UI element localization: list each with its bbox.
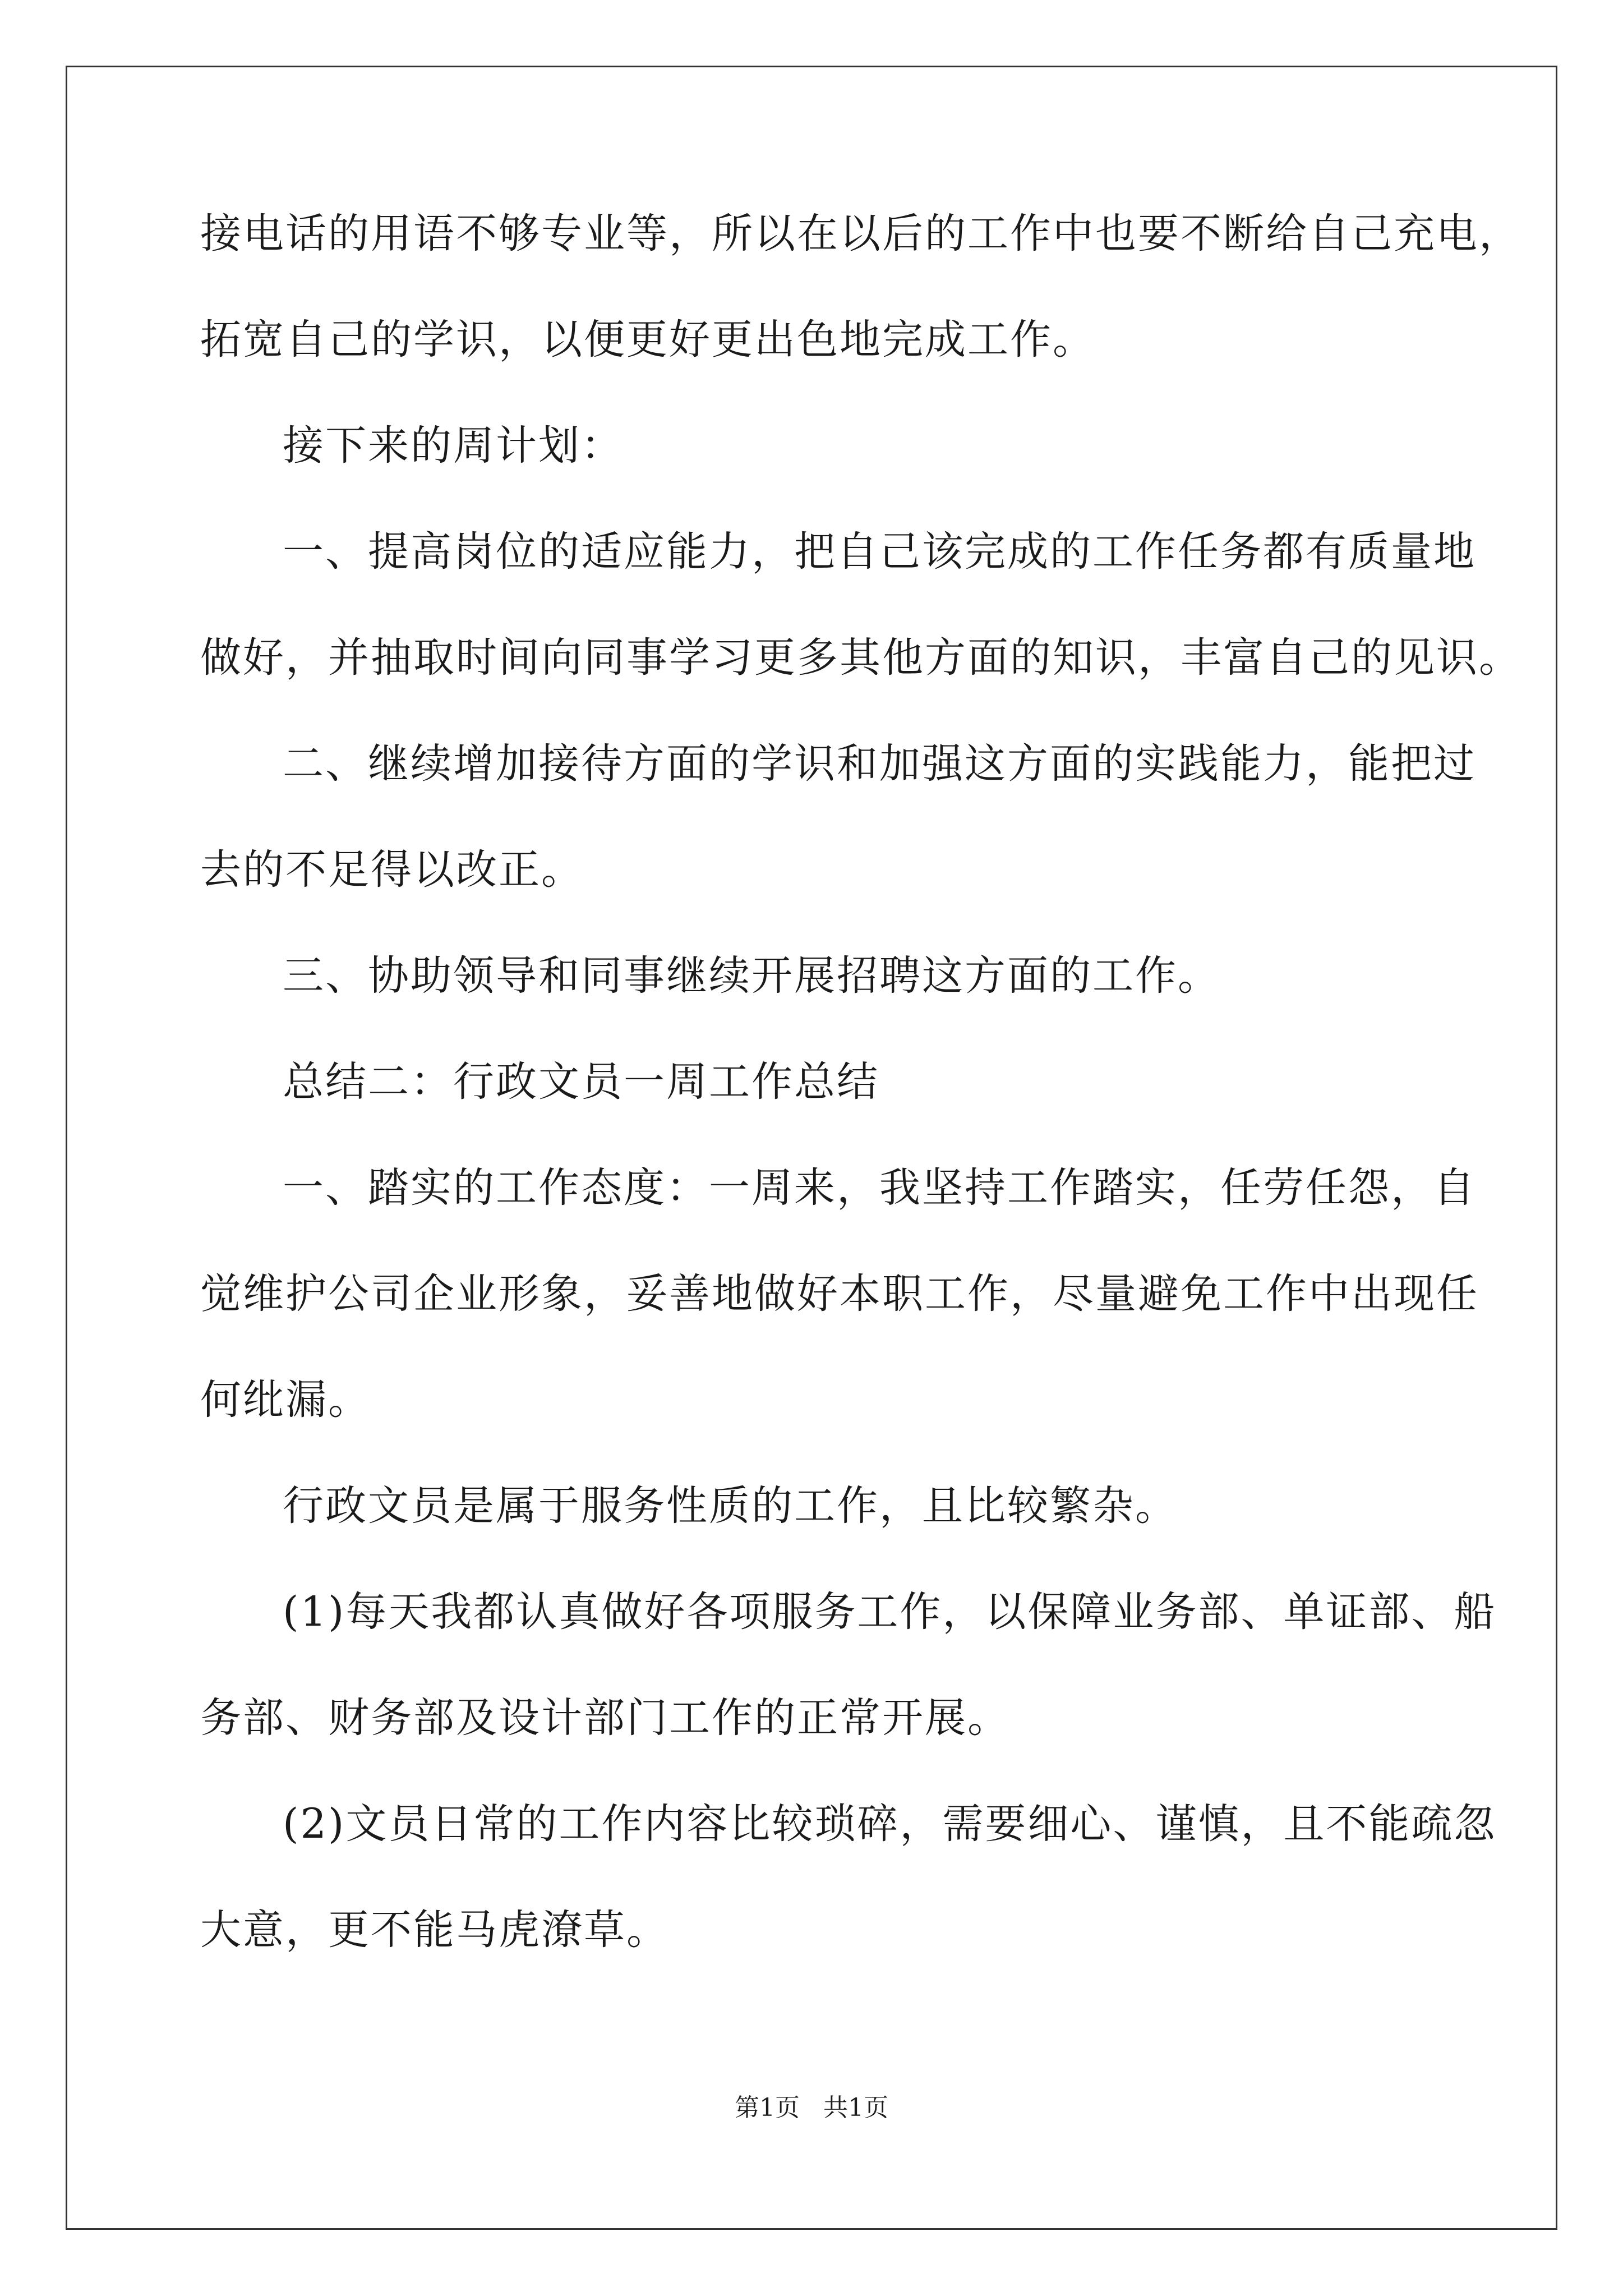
- text-line: 接下来的周计划：: [283, 422, 624, 470]
- section-heading: 总结二：行政文员一周工作总结: [283, 1058, 879, 1106]
- text-line: 何纰漏。: [200, 1376, 371, 1424]
- page-number-footer: 第1页 共1页: [735, 2093, 888, 2122]
- text-line: 接电话的用语不够专业等，所以在以后的工作中也要不断给自己充电，: [200, 210, 1521, 257]
- text-line: 拓宽自己的学识，以便更好更出色地完成工作。: [200, 316, 1095, 364]
- text-line: 二、继续增加接待方面的学识和加强这方面的实践能力，能把过: [283, 740, 1476, 788]
- text-line: 去的不足得以改正。: [200, 846, 584, 894]
- text-line: 觉维护公司企业形象，妥善地做好本职工作，尽量避免工作中出现任: [200, 1270, 1479, 1318]
- text-line: 做好，并抽取时间向同事学习更多其他方面的知识，丰富自己的见识。: [200, 634, 1521, 682]
- text-line: 务部、财务部及设计部门工作的正常开展。: [200, 1694, 1010, 1742]
- text-line: 一、踏实的工作态度：一周来，我坚持工作踏实，任劳任怨，自: [283, 1164, 1476, 1212]
- text-line: 三、协助领导和同事继续开展招聘这方面的工作。: [283, 952, 1220, 1000]
- text-line: 行政文员是属于服务性质的工作，且比较繁杂。: [283, 1482, 1178, 1530]
- text-line: 一、提高岗位的适应能力，把自己该完成的工作任务都有质量地: [283, 528, 1476, 576]
- text-line: (2)文员日常的工作内容比较琐碎，需要细心、谨慎，且不能疏忽: [283, 1800, 1497, 1848]
- text-line: 大意，更不能马虎潦草。: [200, 1906, 669, 1954]
- text-line: (1)每天我都认真做好各项服务工作，以保障业务部、单证部、船: [283, 1588, 1497, 1636]
